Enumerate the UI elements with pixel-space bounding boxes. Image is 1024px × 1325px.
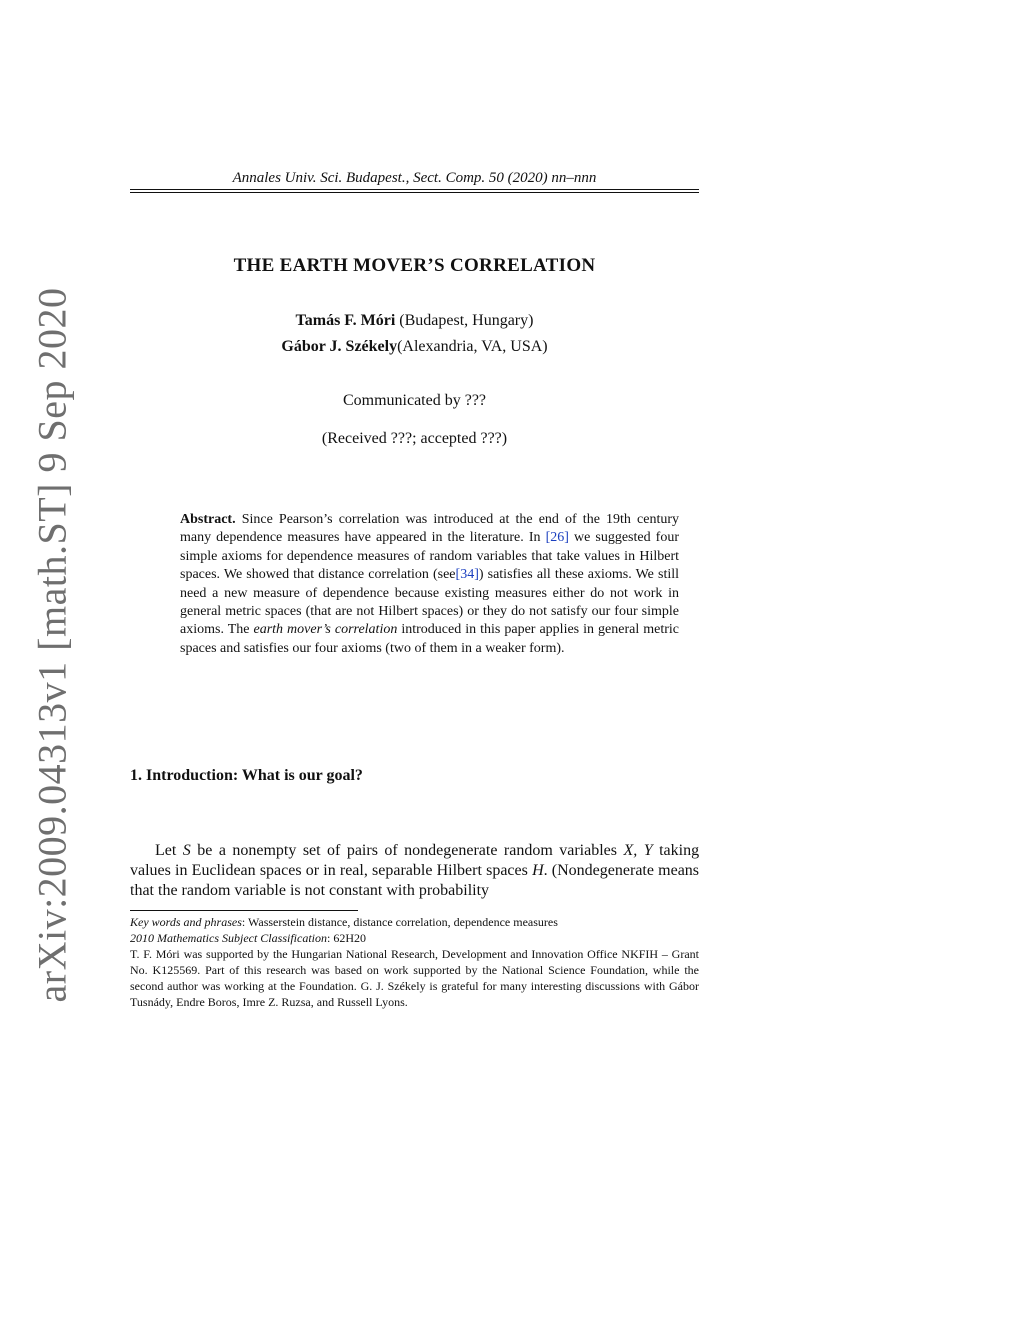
msc-text: : 62H20 [326, 931, 366, 945]
funding-note: T. F. Móri was supported by the Hungarian National Research, Development and Innovation Office NKFIH – Grant No. K125569. Part of this research was based on work supported by the National Science Foundation, while the second author was working at the Foundation. G. J. Székely is grateful for many interesting discussions with Gábor Tusnády, Endre Boros, Imre Z. Ruzsa, and Russell Lyons. [130, 947, 699, 1009]
msc-label: 2010 Mathematics Subject Classification [130, 931, 327, 945]
arxiv-identifier-stamp [22, 287, 82, 1003]
intro-text-2: be a nonempty set of pairs of nondegenerate random variables [197, 842, 617, 859]
footnotes [130, 914, 699, 1010]
math-S: S [182, 842, 191, 859]
abstract-label: Abstract. [180, 512, 236, 527]
abstract-emphasis: earth mover’s correlation [253, 622, 398, 638]
author-1-affiliation: (Budapest, Hungary) [395, 312, 534, 329]
intro-paragraph [130, 841, 699, 901]
arxiv-id-text: arXiv:2009.04313v1 [math.ST] 9 Sep 2020 [29, 287, 75, 1003]
math-XY: X, Y [623, 842, 653, 859]
abstract-text-2: we suggested four simple axioms for dependence measures of random variables that take values in Hilbert spaces. We showed that distance correlation (see [180, 530, 679, 583]
section-heading: 1. Introduction: What is our goal? [130, 767, 363, 784]
citation-link-26[interactable]: [26] [545, 530, 569, 546]
header-rule-top [130, 189, 699, 190]
footnote-rule [130, 910, 358, 911]
abstract-text-1: Since Pearson’s correlation was introduced at the end of the 19th century many dependence measures have appeared in the literature. In [180, 512, 679, 546]
communicated-by: Communicated by ??? [342, 392, 487, 409]
math-H: H [532, 862, 544, 879]
abstract-text-4: introduced in this paper applies in general metric spaces and satisfies our four axioms (two of them in a weaker form). [180, 622, 679, 656]
journal-header: Annales Univ. Sci. Budapest., Sect. Comp. 50 (2020) nn–nnn [232, 170, 597, 186]
keywords-text: : Wasserstein distance, distance correlation, dependence measures [241, 915, 558, 929]
citation-link-34[interactable]: [34] [455, 567, 479, 583]
author-2-name: Gábor J. Székely [281, 338, 398, 355]
author-2-affiliation: (Alexandria, VA, USA) [397, 338, 548, 355]
keywords-label: Key words and phrases [130, 915, 242, 929]
intro-text-3: taking values in Euclidean spaces or in real, separable Hilbert spaces [130, 842, 700, 879]
msc-line [130, 930, 699, 946]
author-1 [130, 312, 699, 330]
keywords-line [130, 914, 699, 930]
author-2 [130, 338, 699, 356]
abstract-text-3: ) satisfies all these axioms. We still need a new measure of dependence because existing measures either do not work in general metric spaces (that are not Hilbert spaces) or they do not satisfy our four simple axioms. The [180, 567, 680, 638]
received-accepted: (Received ???; accepted ???) [321, 430, 508, 447]
paper-title: THE EARTH MOVER’S CORRELATION [233, 255, 596, 276]
abstract [180, 511, 679, 658]
author-1-name: Tamás F. Móri [295, 312, 396, 329]
intro-text-4: . (Nondegenerate means that the random variable is not constant with probability [130, 862, 700, 899]
intro-text-1: Let [155, 842, 177, 859]
header-rule-bottom [130, 192, 699, 193]
